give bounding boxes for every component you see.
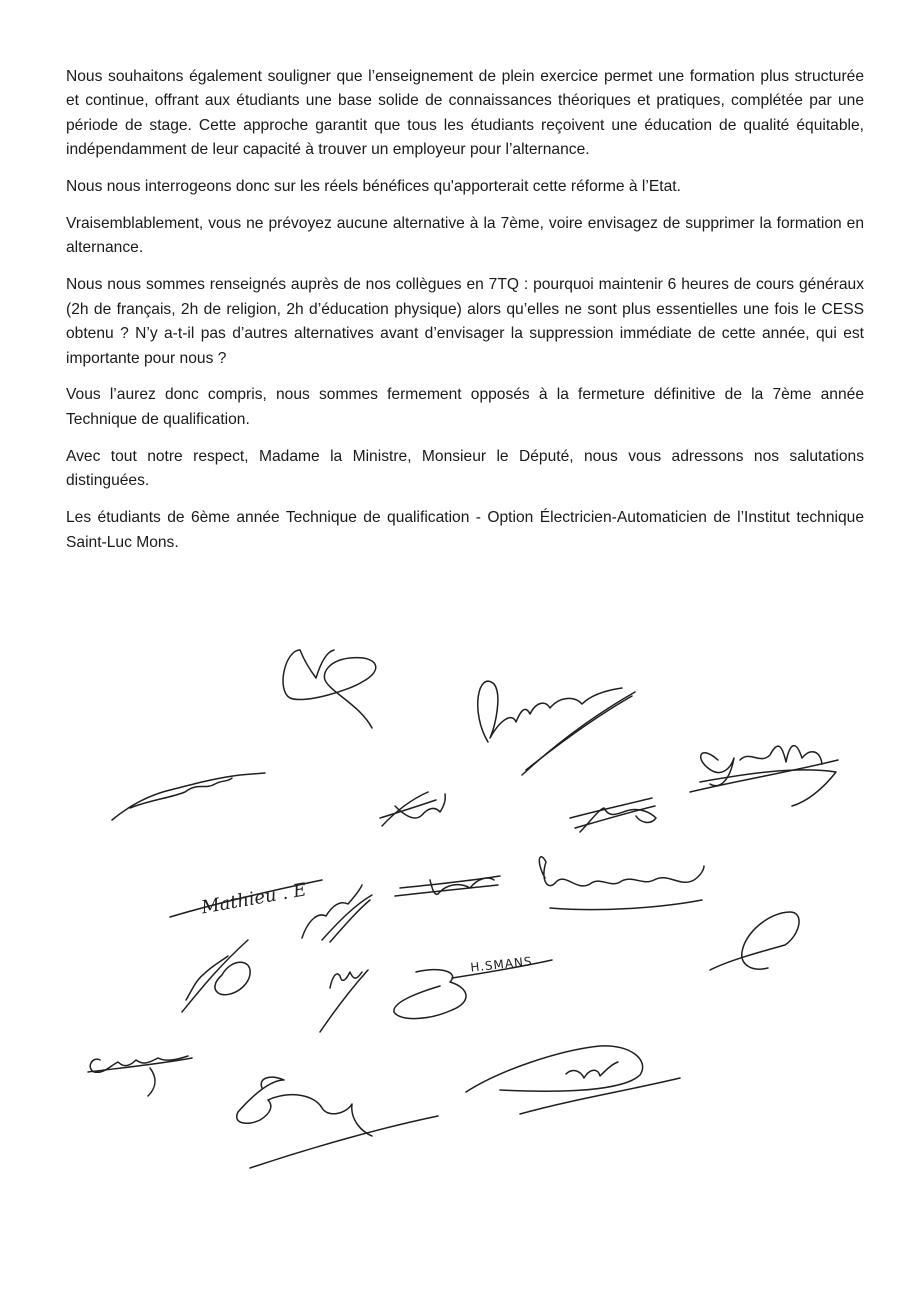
signature-13 [320, 970, 368, 1032]
signature-16 [237, 1077, 438, 1168]
signature-4 [112, 773, 265, 820]
signature-7 [170, 879, 322, 918]
signature-5 [380, 792, 445, 826]
paragraph-4: Nous nous sommes renseignés auprès de nos collègues en 7TQ : pourquoi maintenir 6 heures de cours généraux (2h de français, 2h de religion, 2h d’éducation physique) alors qu’elles ne sont plus essentielles une fois le CESS obtenu ? N’y a-t-il pas d’autres alternatives avant d’envisager la suppression immédiate de cette année, qui est importante pour nous ? [66, 276, 864, 367]
signature-area [0, 620, 920, 1200]
signature-8 [302, 885, 372, 942]
letter-body [66, 65, 864, 567]
signature-3 [690, 746, 838, 806]
signatures-drawing [0, 620, 920, 1200]
paragraph-3: Vraisemblablement, vous ne prévoyez aucune alternative à la 7ème, voire envisagez de supprimer la formation en alternance. [66, 215, 864, 257]
paragraph-2: Nous nous interrogeons donc sur les réels bénéfices qu'apporterait cette réforme à l’Etat. [66, 178, 681, 196]
signature-2 [478, 681, 635, 775]
signature-17 [466, 1046, 680, 1114]
signature-11 [710, 912, 799, 970]
signature-10 [539, 857, 704, 910]
signature-14 [394, 954, 552, 1018]
paragraph-1: Nous souhaitons également souligner que l’enseignement de plein exercice permet une formation plus structurée et continue, offrant aux étudiants une base solide de connaissances théoriques et pratiques, complétée par une période de stage. Cette approche garantit que tous les étudiants reçoivent une éducation de qualité équitable, indépendamment de leur capacité à trouver un employeur pour l’alternance. [66, 68, 864, 159]
paragraph-6: Avec tout notre respect, Madame la Ministre, Monsieur le Député, nous vous adressons nos salutations distinguées. [66, 447, 864, 490]
signature-hismans-text: H.SMANS [469, 954, 534, 975]
signature-12 [182, 940, 250, 1012]
signature-15 [88, 1056, 192, 1096]
signature-1 [283, 650, 376, 728]
signature-6 [570, 798, 656, 832]
paragraph-5: Vous l’aurez donc compris, nous sommes fermement opposés à la fermeture définitive de la 7ème année Technique de qualification. [66, 386, 864, 428]
signature-9 [395, 876, 500, 896]
signature-mathieu-text: Mathieu . E [199, 879, 309, 919]
paragraph-7: Les étudiants de 6ème année Technique de qualification - Option Électricien-Automaticien de l’Institut technique Saint-Luc Mons. [66, 509, 864, 551]
